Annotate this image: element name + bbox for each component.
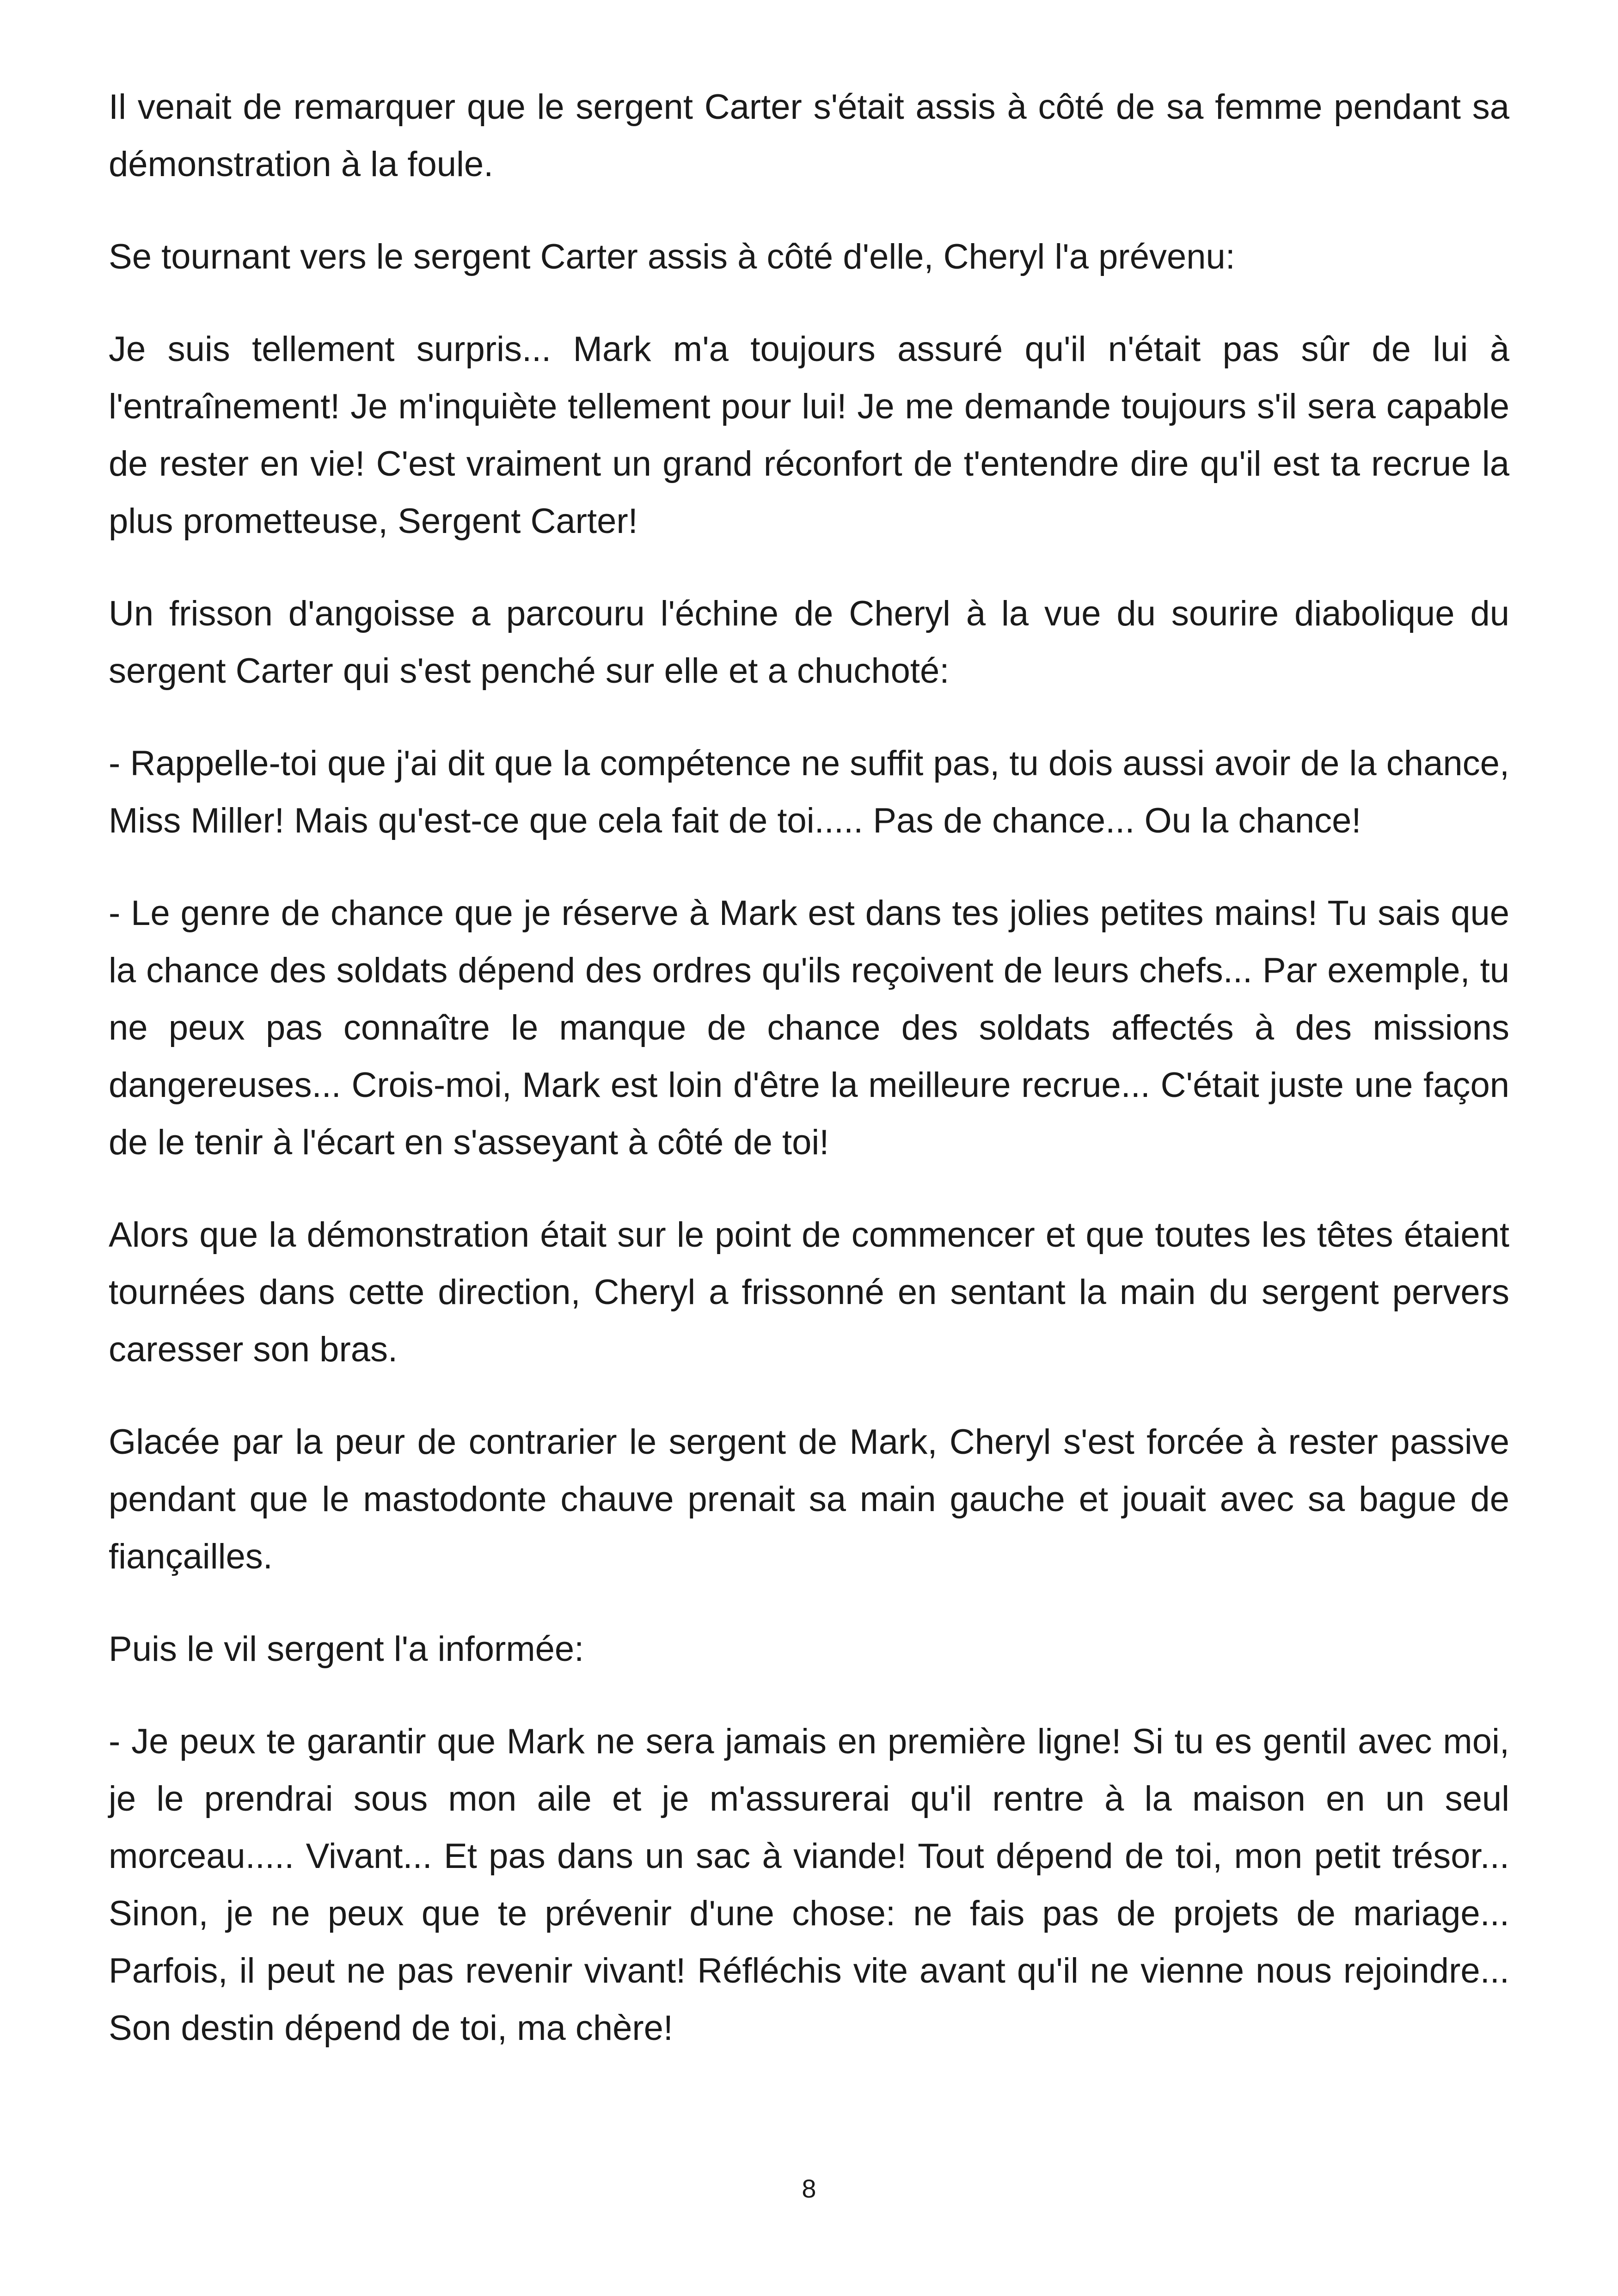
paragraph: - Rappelle-toi que j'ai dit que la compétence ne suffit pas, tu dois aussi avoir de la chance, Miss Miller! Mais qu'est-ce que cela fait de toi..... Pas de chance... Ou la chance! bbox=[109, 744, 1509, 840]
page-number: 8 bbox=[802, 2174, 816, 2203]
paragraph: Puis le vil sergent l'a informée: bbox=[109, 1629, 584, 1669]
paragraph: Il venait de remarquer que le sergent Carter s'était assis à côté de sa femme pendant sa démonstration à la foule. bbox=[109, 87, 1509, 184]
document-page bbox=[109, 79, 1509, 2092]
paragraph: Je suis tellement surpris... Mark m'a toujours assuré qu'il n'était pas sûr de lui à l'entraînement! Je m'inquiète tellement pour lui! Je me demande toujours s'il sera capable de rester en vie! C'est vraiment un grand réconfort de t'entendre dire qu'il est ta recrue la plus prometteuse, Sergent Carter! bbox=[109, 330, 1509, 541]
paragraph: - Le genre de chance que je réserve à Mark est dans tes jolies petites mains! Tu sais que la chance des soldats dépend des ordres qu'ils reçoivent de leurs chefs... Par exemple, tu ne peux pas connaître le manque de chance des soldats affectés à des missions dangereuses... Crois-moi, Mark est loin d'être la meilleure recrue... C'était juste une façon de le tenir à l'écart en s'asseyant à côté de toi! bbox=[109, 894, 1509, 1162]
paragraph: Se tournant vers le sergent Carter assis à côté d'elle, Cheryl l'a prévenu: bbox=[109, 237, 1235, 276]
paragraph: - Je peux te garantir que Mark ne sera jamais en première ligne! Si tu es gentil avec moi, je le prendrai sous mon aile et je m'assurerai qu'il rentre à la maison en un seul morceau..... Vivant... Et pas dans un sac à viande! Tout dépend de toi, mon petit trésor... Sinon, je ne peux que te prévenir d'une chose: ne fais pas de projets de mariage... Parfois, il peut ne pas revenir vivant! Réfléchis vite avant qu'il ne vienne nous rejoindre... Son destin dépend de toi, ma chère! bbox=[109, 1722, 1509, 2048]
paragraph: Alors que la démonstration était sur le point de commencer et que toutes les têtes étaient tournées dans cette direction, Cheryl a frissonné en sentant la main du sergent pervers caresser son bras. bbox=[109, 1215, 1509, 1369]
paragraph: Glacée par la peur de contrarier le sergent de Mark, Cheryl s'est forcée à rester passive pendant que le mastodonte chauve prenait sa main gauche et jouait avec sa bague de fiançailles. bbox=[109, 1422, 1509, 1576]
paragraph: Un frisson d'angoisse a parcouru l'échine de Cheryl à la vue du sourire diabolique du sergent Carter qui s'est penché sur elle et a chuchoté: bbox=[109, 594, 1509, 691]
